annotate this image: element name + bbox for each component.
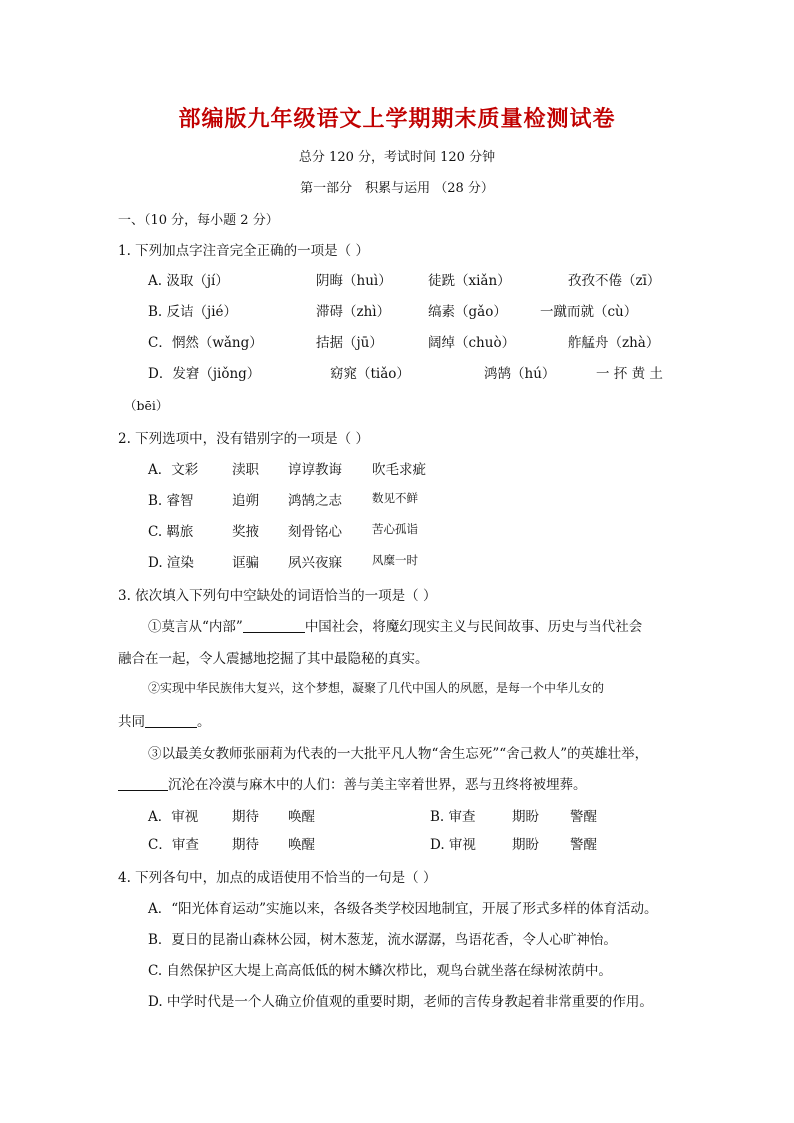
- q3-a-2: 期待: [232, 809, 259, 825]
- q3-b-3: 警醒: [570, 809, 597, 825]
- q1-d-3: 鸿鹄（hú）: [484, 366, 556, 382]
- q1-stem: 1. 下列加点字注音完全正确的一项是（ ）: [118, 243, 369, 259]
- q3-d-1: D. 审视: [430, 837, 476, 853]
- q2-stem: 2. 下列选项中，没有错别字的一项是（ ）: [118, 431, 369, 447]
- q3-sentence-2-pre: 共同: [118, 714, 145, 730]
- q1-a-3: 徒跣（xiǎn）: [428, 273, 511, 289]
- q3-sentence-2a: ②实现中华民族伟大复兴，这个梦想，凝聚了几代中国人的夙愿，是每一个中华儿女的: [148, 681, 605, 695]
- q1-d-1: D．发窘（jiǒng）: [148, 366, 261, 382]
- q2-c-1: C. 羁旅: [148, 524, 194, 540]
- q2-c-2: 奖掖: [232, 524, 259, 540]
- q4-option-b: B．夏日的昆嵛山森林公园，树木葱茏，流水潺潺，鸟语花香，令人心旷神怡。: [148, 932, 617, 948]
- q2-b-1: B. 睿智: [148, 493, 194, 509]
- q2-b-2: 追朔: [232, 493, 259, 509]
- q1-a-4: 孜孜不倦（zī）: [568, 273, 661, 289]
- q2-d-3: 夙兴夜寐: [288, 555, 342, 571]
- q3-c-3: 唤醒: [288, 837, 315, 853]
- q3-sentence-3-post: 沉沦在冷漠与麻木中的人们：善与美主宰着世界，恶与丑终将被埋葬。: [168, 777, 587, 793]
- q2-a-1: A．文彩: [148, 462, 199, 478]
- q3-d-2: 期盼: [512, 837, 539, 853]
- q3-c-1: C．审查: [148, 837, 199, 853]
- q1-a-1: A. 汲取（jí）: [148, 273, 229, 289]
- q1-c-4: 舴艋舟（zhà）: [568, 335, 660, 351]
- q2-d-2: 诓骗: [232, 555, 259, 571]
- q1-d-2: 窈窕（tiǎo）: [330, 366, 410, 382]
- q3-sentence-2-post: 。: [197, 714, 211, 730]
- q3-a-3: 唤醒: [288, 809, 315, 825]
- q1-c-2: 拮据（jū）: [316, 335, 383, 351]
- q3-blank-2: [145, 715, 197, 728]
- section-heading: 一、（10 分，每小题 2 分）: [118, 213, 279, 228]
- q2-b-4: 数见不鲜: [372, 491, 418, 505]
- q3-blank-1: [243, 620, 305, 633]
- q3-stem: 3. 依次填入下列句中空缺处的词语恰当的一项是（ ）: [118, 588, 437, 604]
- q3-sentence-3b: [118, 773, 587, 793]
- q3-d-3: 警醒: [570, 837, 597, 853]
- q1-d-4: 一 抔 黄 土: [596, 366, 663, 382]
- q1-b-1: B. 反诘（jié）: [148, 304, 237, 320]
- q3-sentence-1-pre: ①莫言从“内部”: [148, 619, 243, 635]
- exam-subtitle: 总分 120 分，考试时间 120 分钟: [298, 150, 496, 165]
- q2-a-2: 渎职: [232, 462, 259, 478]
- q1-c-1: C．惘然（wǎng）: [148, 335, 263, 351]
- q3-sentence-1b: 融合在一起，令人震撼地挖掘了其中最隐秘的真实。: [118, 651, 429, 667]
- q2-c-4: 苦心孤诣: [372, 522, 418, 536]
- q3-sentence-1a: [148, 615, 642, 635]
- q3-b-1: B. 审查: [430, 809, 476, 825]
- part-heading: 第一部分 积累与运用 （28 分）: [300, 181, 494, 196]
- q2-d-4: 风糜一时: [372, 553, 418, 567]
- q4-stem: 4. 下列各句中，加点的成语使用不恰当的一句是（ ）: [118, 870, 437, 886]
- q4-option-c: C. 自然保护区大堤上高高低低的树木鳞次栉比，观鸟台就坐落在绿树浓荫中。: [148, 963, 612, 979]
- q2-c-3: 刻骨铭心: [288, 524, 342, 540]
- q2-a-4: 吹毛求疵: [372, 462, 426, 478]
- q2-b-3: 鸿鹄之志: [288, 493, 342, 509]
- q3-a-1: A．审视: [148, 809, 199, 825]
- q1-d-tail: （bēi）: [124, 398, 169, 413]
- q3-b-2: 期盼: [512, 809, 539, 825]
- q3-blank-3: [118, 778, 168, 791]
- q3-sentence-1-post: 中国社会，将魔幻现实主义与民间故事、历史与当代社会: [304, 619, 643, 635]
- q3-sentence-3a: ③以最美女教师张丽莉为代表的一大批平凡人物“舍生忘死”“舍己救人”的英雄壮举，: [148, 746, 649, 762]
- q2-a-3: 谆谆教诲: [288, 462, 342, 478]
- q3-sentence-2b: [118, 710, 211, 730]
- q1-b-4: 一蹴而就（cù）: [540, 304, 638, 320]
- q1-a-2: 阴晦（huì）: [316, 273, 392, 289]
- q3-c-2: 期待: [232, 837, 259, 853]
- q1-b-2: 滞碍（zhì）: [316, 304, 391, 320]
- q1-c-3: 阔绰（chuò）: [428, 335, 516, 351]
- q1-b-3: 缟素（gǎo）: [428, 304, 507, 320]
- q4-option-a: A．“阳光体育运动”实施以来，各级各类学校因地制宜，开展了形式多样的体育活动。: [148, 901, 658, 917]
- q4-option-d: D. 中学时代是一个人确立价值观的重要时期，老师的言传身教起着非常重要的作用。: [148, 994, 653, 1010]
- q2-d-1: D. 渲染: [148, 555, 194, 571]
- exam-title: 部编版九年级语文上学期期末质量检测试卷: [178, 107, 616, 132]
